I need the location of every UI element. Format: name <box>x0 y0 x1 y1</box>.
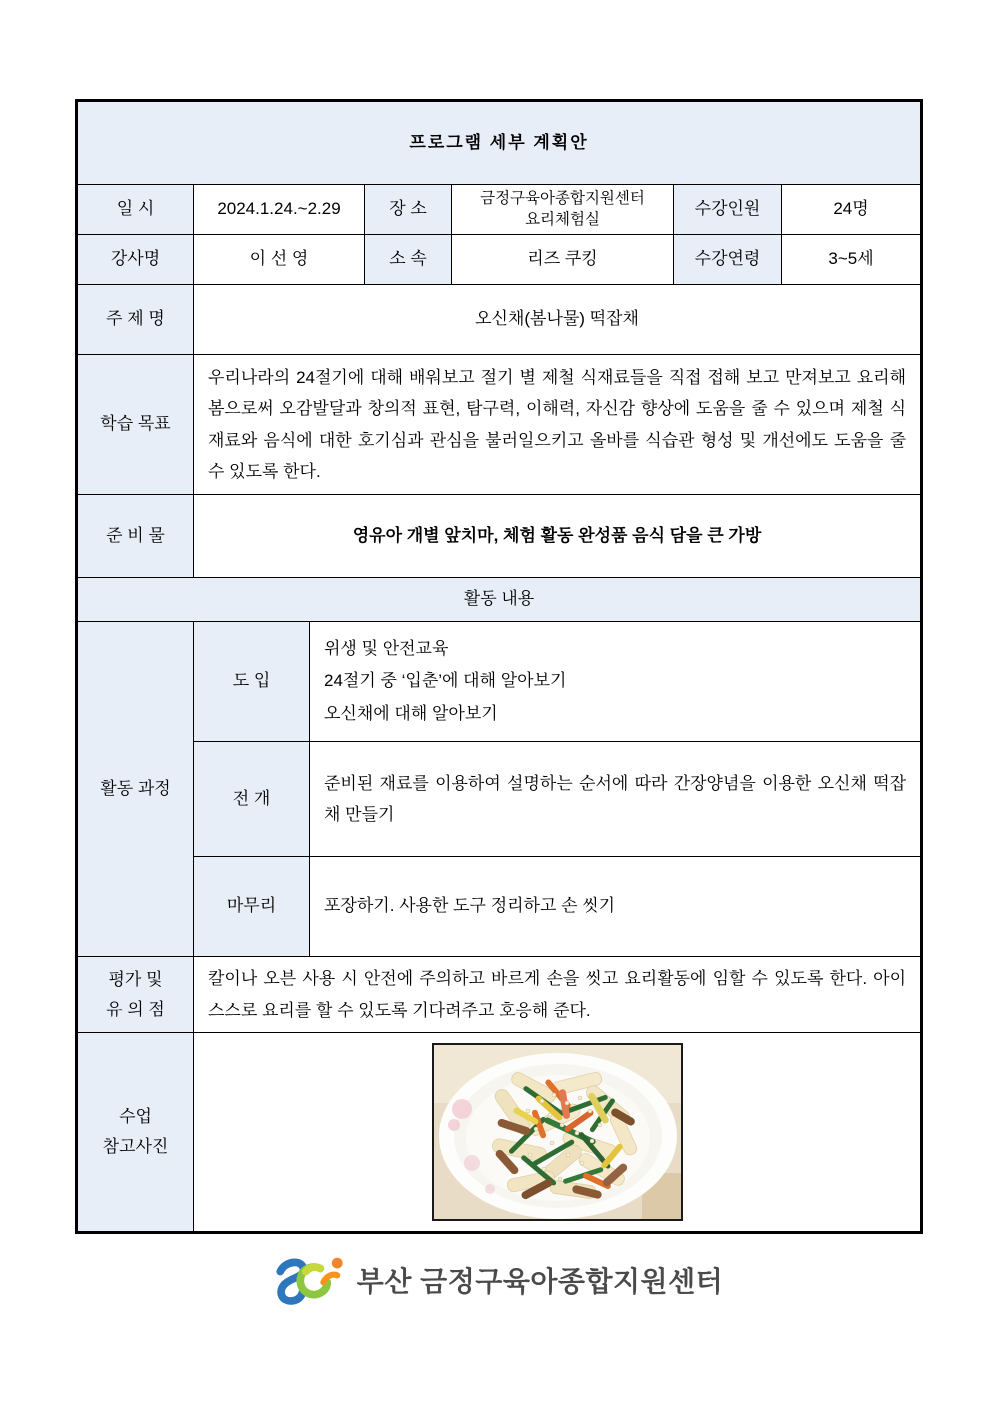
materials-label: 준 비 물 <box>77 495 194 578</box>
place-value <box>452 185 674 235</box>
reference-photo-label <box>77 1033 194 1233</box>
affiliation-value: 리즈 쿠킹 <box>452 235 674 285</box>
place-value-line2: 요리체험실 <box>525 210 600 228</box>
age-value: 3~5세 <box>782 235 922 285</box>
instructor-value: 이 선 영 <box>194 235 365 285</box>
learning-goal-row <box>77 355 922 495</box>
activity-step-wrapup-row <box>77 857 922 957</box>
org-name: 부산 금정구육아종합지원센터 <box>356 1266 724 1297</box>
evaluation-label-line1: 평가 및 <box>108 969 163 989</box>
step-intro-line1: 위생 및 안전교육 <box>324 639 449 659</box>
learning-goal-label: 학습 목표 <box>77 355 194 495</box>
footer <box>0 1250 992 1310</box>
evaluation-label-line2: 유 의 점 <box>106 999 165 1019</box>
capacity-label: 수강인원 <box>674 185 782 235</box>
schedule-label: 일 시 <box>77 185 194 235</box>
reference-photo-label-line1: 수업 <box>119 1107 152 1127</box>
info-row-2 <box>77 235 922 285</box>
activity-step-develop-row <box>77 742 922 857</box>
step-wrapup-content: 포장하기. 사용한 도구 정리하고 손 씻기 <box>310 857 922 957</box>
place-label: 장 소 <box>365 185 452 235</box>
info-row-1 <box>77 185 922 235</box>
reference-photo-cell <box>194 1033 922 1233</box>
step-wrapup-label: 마무리 <box>194 857 310 957</box>
age-label: 수강연령 <box>674 235 782 285</box>
step-intro-line3: 오신채에 대해 알아보기 <box>324 703 498 723</box>
title-row <box>77 101 922 185</box>
food-photo <box>432 1043 683 1221</box>
activity-content-header: 활동 내용 <box>77 578 922 622</box>
topic-row <box>77 285 922 355</box>
schedule-value: 2024.1.24.~2.29 <box>194 185 365 235</box>
activity-content-header-row <box>77 578 922 622</box>
step-develop-label: 전 개 <box>194 742 310 857</box>
instructor-label: 강사명 <box>77 235 194 285</box>
evaluation-row <box>77 957 922 1033</box>
step-intro-content <box>310 622 922 742</box>
evaluation-value: 칼이나 오븐 사용 시 안전에 주의하고 바르게 손을 씻고 요리활동에 임할 수 있도록 한다. 아이 스스로 요리를 할 수 있도록 기다려주고 호응해 준다. <box>194 957 922 1033</box>
page-title: 프로그램 세부 계획안 <box>77 101 922 185</box>
evaluation-label <box>77 957 194 1033</box>
reference-photo-row <box>77 1033 922 1233</box>
reference-photo-label-line2: 참고사진 <box>102 1137 169 1156</box>
capacity-value: 24명 <box>782 185 922 235</box>
learning-goal-value: 우리나라의 24절기에 대해 배워보고 절기 별 제철 식재료들을 직접 접해 보고 만져보고 요리해 봄으로써 오감발달과 창의적 표현, 탐구력, 이해력, 자신감 향상에 도움을 줄 수 있으며 제철 식재료와 음식에 대한 호기심과 관심을 불러일으키고 올바를 식습관 형성 및 개선에도 도움을 줄 수 있도록 한다. <box>194 355 922 495</box>
program-plan-table <box>75 99 923 1234</box>
activity-process-label: 활동 과정 <box>77 622 194 957</box>
step-intro-label: 도 입 <box>194 622 310 742</box>
topic-label: 주 제 명 <box>77 285 194 355</box>
topic-value: 오신채(봄나물) 떡잡채 <box>194 285 922 355</box>
activity-step-intro-row <box>77 622 922 742</box>
place-value-line1: 금정구육아종합지원센터 <box>480 189 645 207</box>
materials-value: 영유아 개별 앞치마, 체험 활동 완성품 음식 담을 큰 가방 <box>194 495 922 578</box>
step-develop-content: 준비된 재료를 이용하여 설명하는 순서에 따라 간장양념을 이용한 오신채 떡잡채 만들기 <box>310 742 922 857</box>
sc-swirl-logo-icon <box>269 1250 347 1310</box>
step-intro-line2: 24절기 중 ‘입춘’에 대해 알아보기 <box>324 671 567 691</box>
materials-row <box>77 495 922 578</box>
affiliation-label: 소 속 <box>365 235 452 285</box>
